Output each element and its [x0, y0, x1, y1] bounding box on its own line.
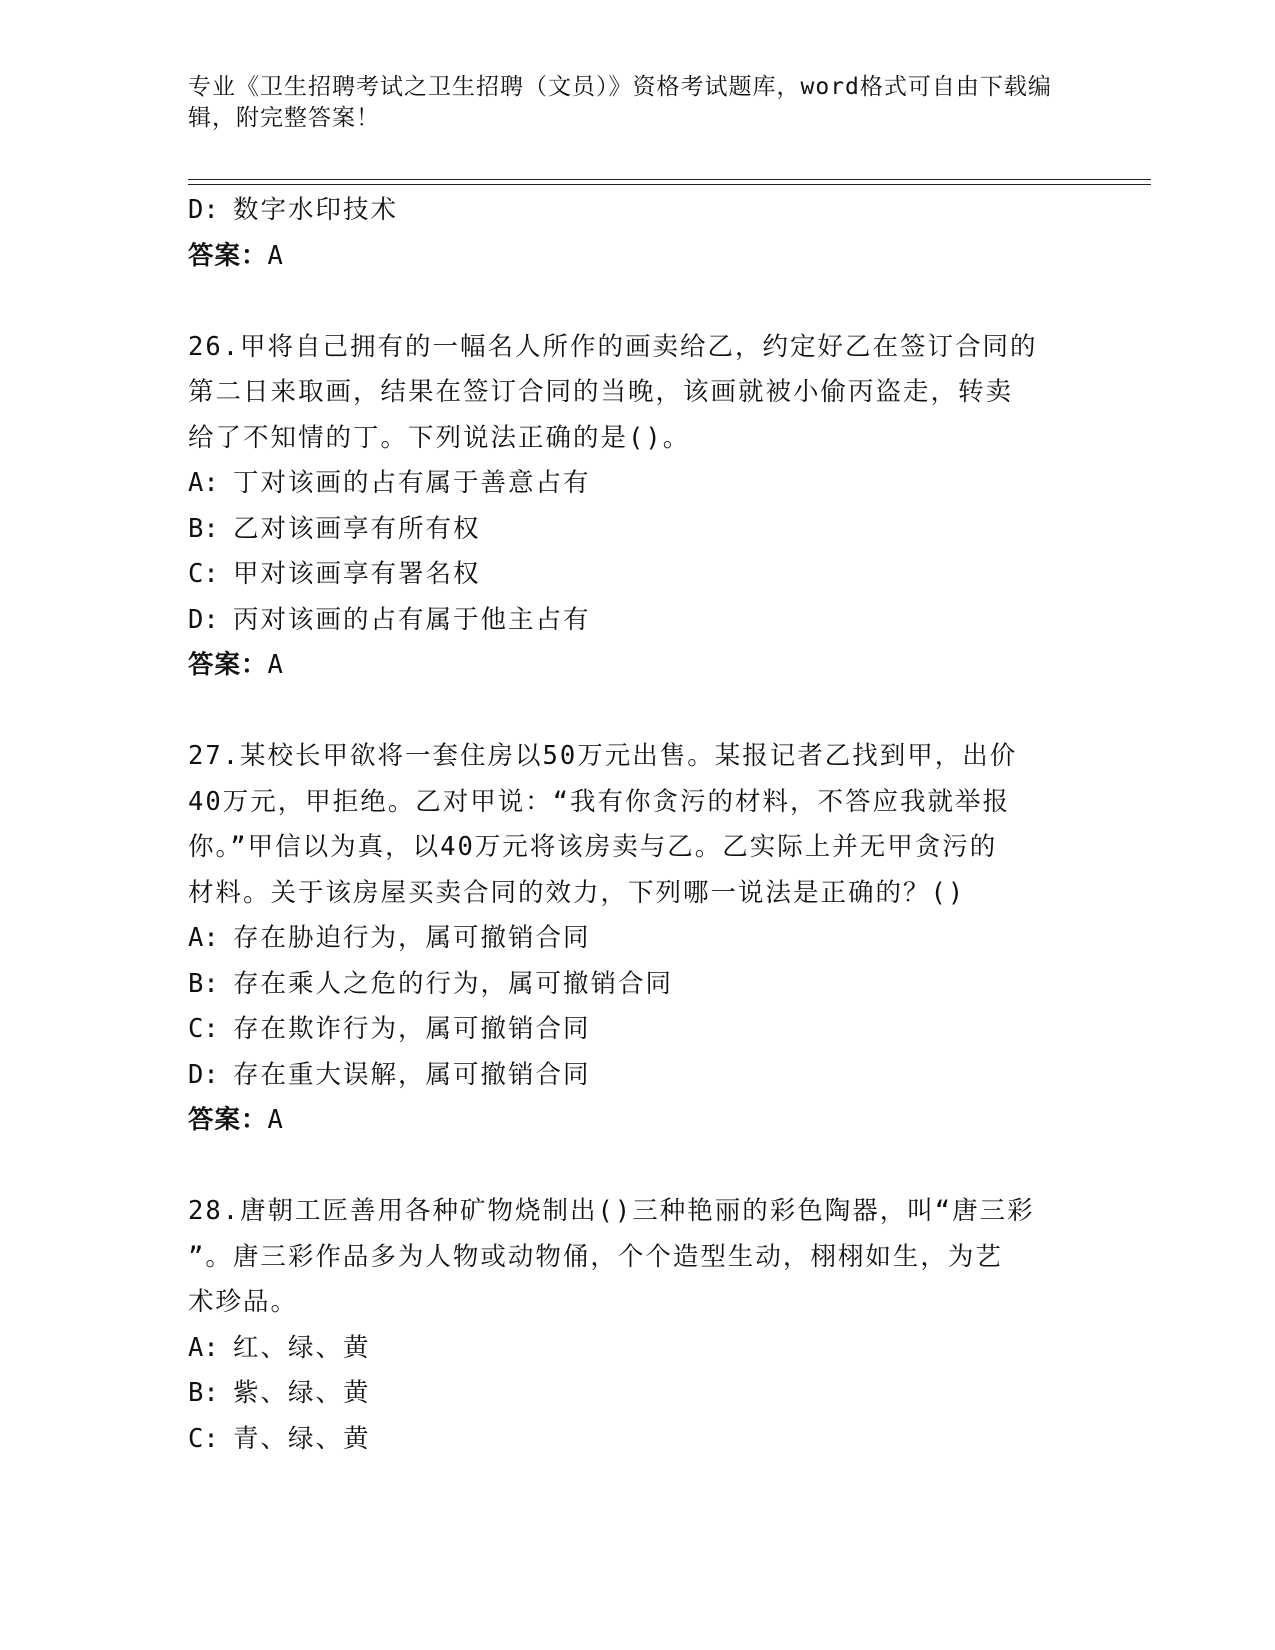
option-text: 青、绿、黄 — [233, 1423, 371, 1454]
answer-value: A — [267, 1105, 283, 1135]
page-header: 专业《卫生招聘考试之卫生招聘（文员）》资格考试题库，word格式可自由下载编辑，附完整答案！ — [188, 74, 1052, 131]
option-a — [188, 1326, 1088, 1372]
option-label: D: — [188, 1059, 219, 1090]
question-text-line: 给了不知情的丁。下列说法正确的是()。 — [188, 422, 691, 453]
question-text-line: 术珍品。 — [188, 1287, 299, 1317]
spacer — [188, 1144, 1088, 1190]
answer-value: A — [267, 650, 283, 680]
option-a — [188, 461, 1088, 507]
answer-line — [188, 1098, 1088, 1144]
option-label: C: — [188, 1014, 219, 1044]
option-text: 存在欺诈行为，属可撤销合同 — [233, 1014, 591, 1044]
option-label: B: — [188, 968, 219, 999]
option-text: 丁对该画的占有属于善意占有 — [233, 468, 591, 498]
option-c — [188, 1417, 1088, 1463]
option-c — [188, 1007, 1088, 1053]
option-text: 丙对该画的占有属于他主占有 — [233, 604, 591, 635]
option-text: 甲对该画享有署名权 — [233, 559, 481, 589]
option-label: D: — [188, 195, 219, 225]
question-text-line: 28.唐朝工匠善用各种矿物烧制出()三种艳丽的彩色陶器，叫“唐三彩 — [188, 1196, 1035, 1226]
question-content — [188, 188, 1088, 1462]
question-text-line: 你。”甲信以为真，以40万元将该房卖与乙。乙实际上并无甲贪污的 — [188, 832, 998, 862]
option-label: C: — [188, 1423, 219, 1454]
question-text-line: 材料。关于该房屋买卖合同的效力，下列哪一说法是正确的？() — [188, 877, 966, 908]
option-label: B: — [188, 513, 219, 544]
answer-label: 答案： — [188, 1105, 268, 1135]
option-d — [188, 598, 1088, 644]
question-text-line: 第二日来取画，结果在签订合同的当晚，该画就被小偷丙盗走，转卖 — [188, 377, 1014, 407]
answer-value: A — [267, 240, 283, 271]
question-26 — [188, 325, 1088, 689]
answer-label: 答案： — [188, 650, 268, 680]
option-text: 数字水印技术 — [233, 195, 399, 225]
option-c — [188, 552, 1088, 598]
option-label: D: — [188, 604, 219, 635]
answer-line — [188, 643, 1088, 689]
question-text-line: 26.甲将自己拥有的一幅名人所作的画卖给乙，约定好乙在签订合同的 — [188, 331, 1038, 362]
question-28 — [188, 1189, 1088, 1462]
spacer — [188, 279, 1088, 325]
answer-label: 答案： — [188, 240, 268, 271]
question-text-line: 40万元，甲拒绝。乙对甲说：“我有你贪污的材料，不答应我就举报 — [188, 786, 1011, 817]
header-rule-bottom — [188, 184, 1151, 185]
option-text: 紫、绿、黄 — [233, 1378, 371, 1408]
option-a — [188, 916, 1088, 962]
spacer — [188, 689, 1088, 735]
option-b — [188, 1371, 1088, 1417]
option-label: A: — [188, 1332, 219, 1363]
answer-line — [188, 234, 1088, 280]
option-text: 存在胁迫行为，属可撤销合同 — [233, 923, 591, 953]
option-b — [188, 962, 1088, 1008]
question-27 — [188, 734, 1088, 1144]
option-label: C: — [188, 559, 219, 589]
option-d — [188, 188, 1088, 234]
header-rule-top — [188, 179, 1151, 180]
option-text: 红、绿、黄 — [233, 1332, 371, 1363]
option-label: A: — [188, 468, 219, 498]
option-label: A: — [188, 923, 219, 953]
option-d — [188, 1053, 1088, 1099]
option-b — [188, 507, 1088, 553]
option-text: 存在乘人之危的行为，属可撤销合同 — [233, 968, 674, 999]
question-text-line: ”。唐三彩作品多为人物或动物俑，个个造型生动，栩栩如生，为艺 — [188, 1241, 1003, 1272]
option-text: 存在重大误解，属可撤销合同 — [233, 1059, 591, 1090]
option-label: B: — [188, 1378, 219, 1408]
option-text: 乙对该画享有所有权 — [233, 513, 481, 544]
question-text-line: 27.某校长甲欲将一套住房以50万元出售。某报记者乙找到甲，出价 — [188, 741, 1018, 771]
